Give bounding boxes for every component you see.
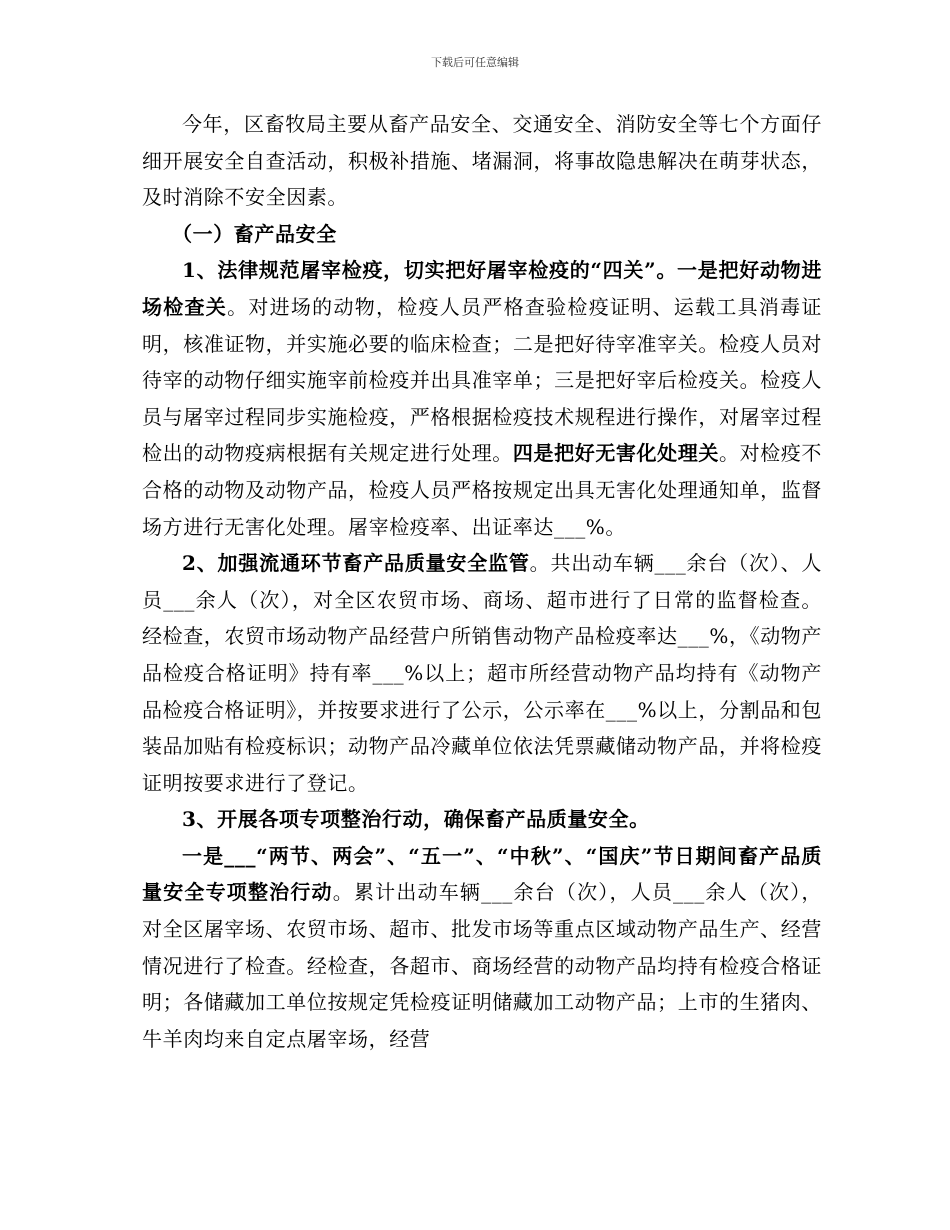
paragraph-circulation-supervision	[142, 545, 822, 801]
paragraph-slaughter-quarantine	[142, 252, 822, 545]
paragraph-bold-lead: 3、开展各项专项整治行动，确保畜产品质量安全。	[182, 807, 650, 832]
page-header: 下载后可任意编辑	[431, 56, 519, 69]
paragraph-special-actions-heading	[142, 801, 822, 838]
paragraph-text: 。累计出动车辆___余台（次），人员___余人（次），对全区屠宰场、农贸市场、超市、批发市场等重点区域动物产品生产、经营情况进行了检查。经检查，各超市、商场经营的动物产品均持有检疫合格证明；各储藏加工单位按规定凭检疫证明储藏加工动物产品；上市的生猪肉、牛羊肉均来自定点屠宰场，经营	[142, 880, 823, 1051]
document-body	[142, 106, 822, 1057]
paragraph-bold-inline: 四是把好无害化处理关	[512, 441, 719, 466]
paragraph-text: 。共出动车辆___余台（次）、人员___余人（次），对全区农贸市场、商场、超市进行了日常的监督检查。经检查，农贸市场动物产品经营户所销售动物产品检疫率达___%，《动物产品检疫合格证明》持有率___%以上；超市所经营动物产品均持有《动物产品检疫合格证明》，并按要求进行了公示，公示率在___%以上，分割品和包装品加贴有检疫标识；动物产品冷藏单位依法凭票藏储动物产品，并将检疫证明按要求进行了登记。	[142, 551, 823, 795]
paragraph-text: 。对进场的动物，检疫人员严格查验检疫证明、运载工具消毒证明，核准证物，并实施必要的临床检查；二是把好待宰准宰关。检疫人员对待宰的动物仔细实施宰前检疫并出具准宰单；三是把好宰后检疫关。检疫人员与屠宰过程同步实施检疫，严格根据检疫技术规程进行操作，对屠宰过程检出的动物疫病根据有关规定进行处理。	[142, 294, 822, 466]
paragraph-bold-lead: 一是___“两节、两会”、“五一”、“中秋”、“国庆”节日期间畜产品质量安全专项整治行动	[142, 843, 822, 905]
paragraph-text: 。对检疫不合格的动物及动物产品，检疫人员严格按规定出具无害化处理通知单，监督场方进行无害化处理。屠宰检疫率、出证率达___%。	[142, 441, 822, 539]
paragraph-bold-lead: 1、法律规范屠宰检疫，切实把好屠宰检疫的“四关”。一是把好动物进场检查关	[142, 258, 822, 319]
paragraph-holiday-action	[142, 838, 822, 1058]
intro-paragraph: 今年，区畜牧局主要从畜产品安全、交通安全、消防安全等七个方面仔细开展安全自查活动，积极补措施、堵漏洞，将事故隐患解决在萌芽状态，及时消除不安全因素。	[142, 112, 822, 210]
section-heading: （一）畜产品安全	[172, 221, 337, 246]
paragraph-bold-lead: 2、加强流通环节畜产品质量安全监管	[182, 551, 530, 576]
